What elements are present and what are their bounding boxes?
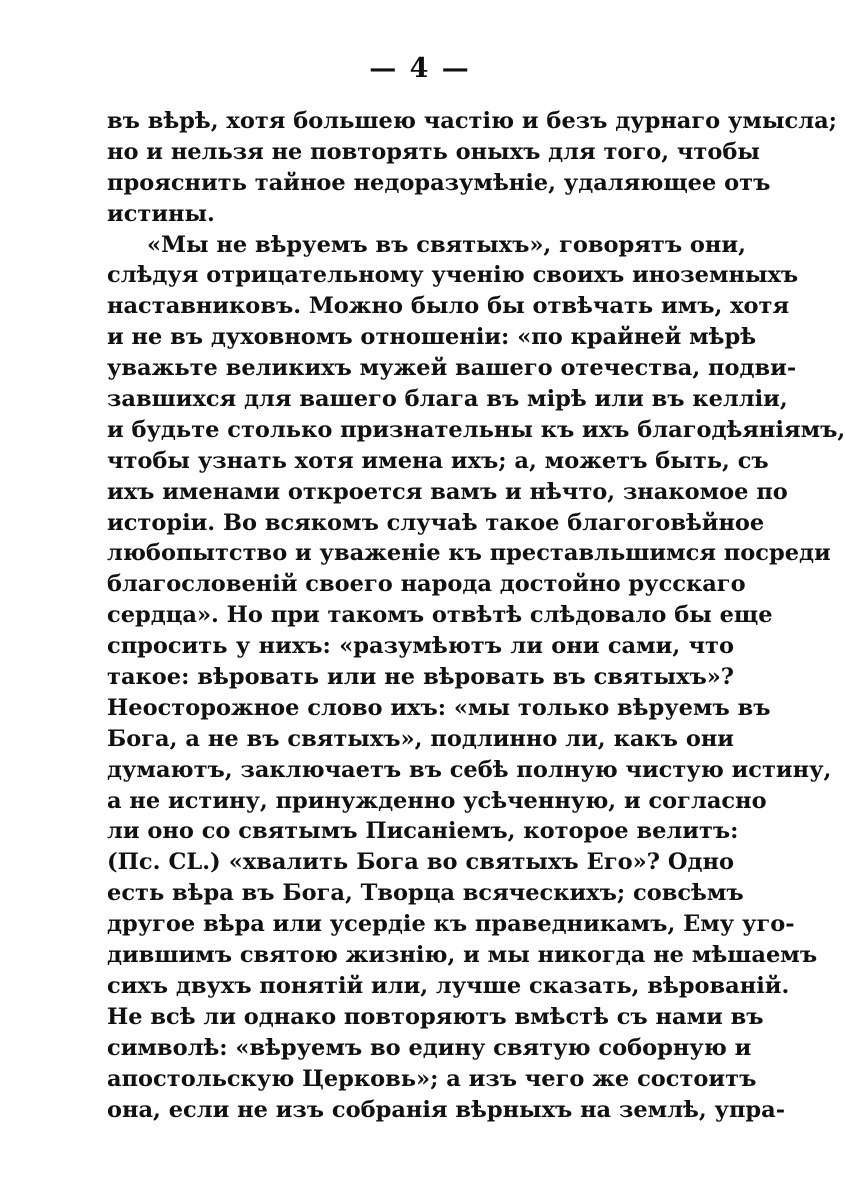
text-line: она, если не изъ собранія вѣрныхъ на землѣ, упра- <box>107 1096 786 1123</box>
text-line: символѣ: «вѣруемъ во едину святую соборную и <box>107 1034 752 1061</box>
text-line: думаютъ, заключаетъ въ себѣ полную чистую истину, <box>107 756 832 783</box>
text-line: такое: вѣровать или не вѣровать въ святыхъ»? <box>107 664 734 691</box>
text-line: (Пс. CL.) «хвалить Бога во святыхъ Его»? Одно <box>107 849 734 876</box>
text-line: сердца». Но при такомъ отвѣтѣ слѣдовало бы еще <box>107 602 773 629</box>
text-line: Бога, а не въ святыхъ», подлинно ли, какъ они <box>107 725 734 752</box>
text-line: ли оно со святымъ Писаніемъ, которое велитъ: <box>107 818 739 845</box>
body-text <box>107 106 845 1125</box>
text-line: и не въ духовномъ отношеніи: «по крайней мѣрѣ <box>107 324 757 351</box>
text-line: другое вѣра или усердіе къ праведникамъ, Ему уго- <box>107 911 795 938</box>
text-line: благословеній своего народа достойно русскаго <box>107 571 746 598</box>
text-line: сихъ двухъ понятій или, лучше сказать, вѣрованій. <box>107 972 790 999</box>
text-line: спросить у нихъ: «разумѣютъ ли они сами, что <box>107 633 734 660</box>
text-line: наставниковъ. Можно было бы отвѣчать имъ, хотя <box>107 293 790 320</box>
text-line: завшихся для вашего блага въ мірѣ или въ келліи, <box>107 386 788 413</box>
text-line: ихъ именами откроется вамъ и нѣчто, знакомое по <box>107 478 788 505</box>
text-line: чтобы узнать хотя имена ихъ; а, можетъ быть, съ <box>107 447 769 474</box>
text-line: дившимъ святою жизнію, и мы никогда не мѣшаемъ <box>107 942 818 969</box>
text-line: Не всѣ ли однако повторяютъ вмѣстѣ съ нами въ <box>107 1003 764 1030</box>
text-line: истины. <box>107 200 215 227</box>
text-line: любопытство и уваженіе къ преставльшимся посреди <box>107 540 831 567</box>
text-line: прояснить тайное недоразумѣніе, удаляющее отъ <box>107 169 771 196</box>
text-line: и будьте столько признательны къ ихъ благодѣяніямъ, <box>107 416 845 443</box>
text-line: уважьте великихъ мужей вашего отечества, подви- <box>107 355 797 382</box>
text-line: въ вѣрѣ, хотя большею частію и безъ дурнаго умысла; <box>107 108 837 134</box>
text-line: а не истину, принужденно усѣченную, и согласно <box>107 787 767 814</box>
text-line: есть вѣра въ Бога, Творца всяческихъ; совсѣмъ <box>107 880 744 907</box>
text-line: Неосторожное слово ихъ: «мы только вѣруемъ въ <box>107 694 771 721</box>
text-line: слѣдуя отрицательному ученію своихъ иноземныхъ <box>107 262 799 289</box>
text-line: но и нельзя не повторять оныхъ для того, чтобы <box>107 138 760 165</box>
text-line: исторіи. Во всякомъ случаѣ такое благоговѣйное <box>107 509 765 536</box>
text-line: «Мы не вѣруемъ въ святыхъ», говорятъ они, <box>147 231 746 258</box>
text-line: апостольскую Церковь»; а изъ чего же состоитъ <box>107 1065 757 1092</box>
page-number: — 4 — <box>369 53 471 84</box>
